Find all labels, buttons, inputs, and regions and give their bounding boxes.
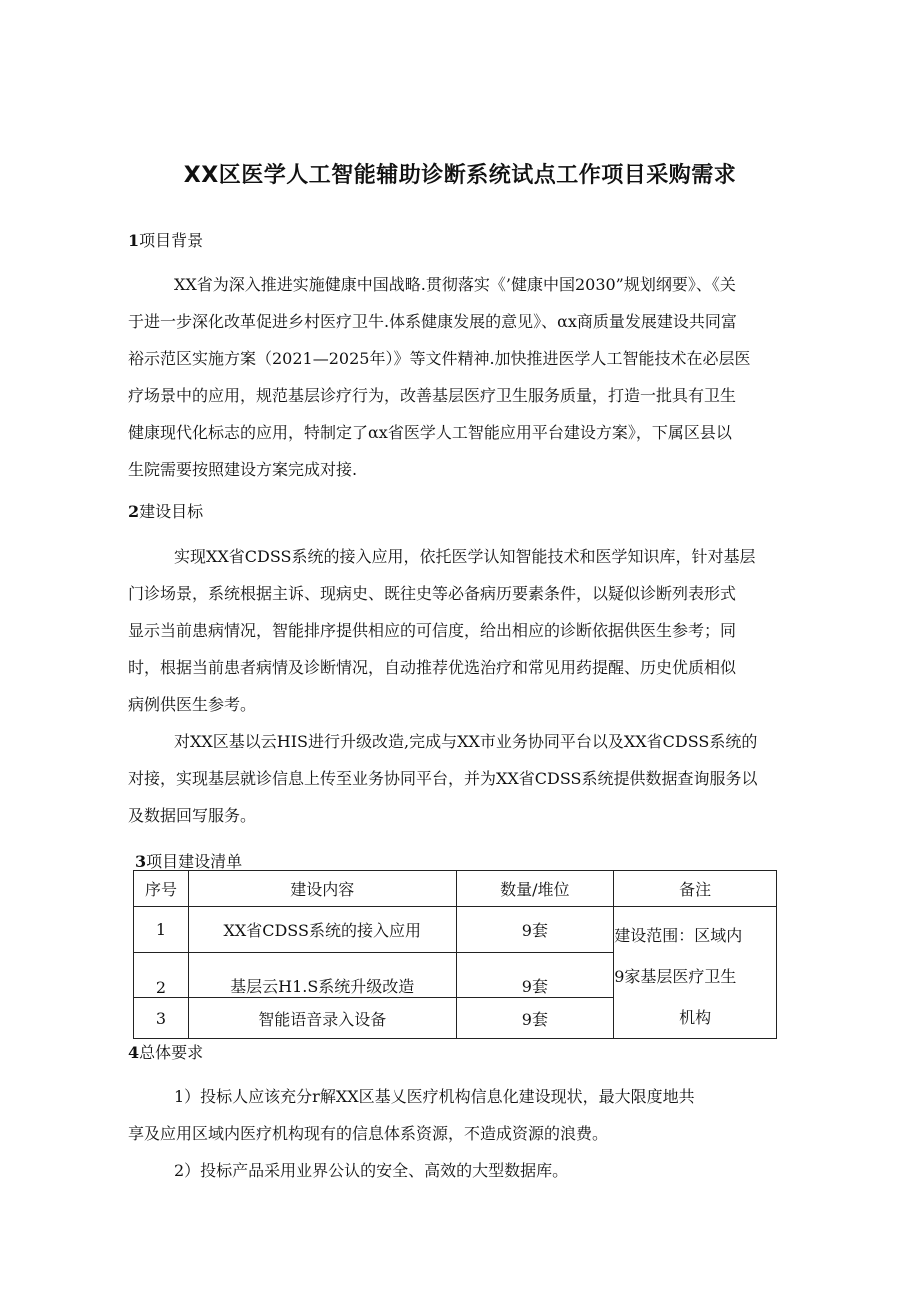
column-header-no: 序号 — [134, 871, 189, 907]
note-line: 建设范围：区域内 — [614, 926, 743, 945]
section-1-line: 于进一步深化改革促进乡村医疗卫牛.体系健康发展的意见》、αx商质量发展建设共同富 — [128, 312, 737, 331]
note-line: 机构 — [679, 1008, 712, 1027]
section-4-title: 总体要求 — [139, 1043, 204, 1062]
row-no: 1 — [134, 907, 189, 953]
section-4-heading — [128, 1040, 203, 1063]
row-qty: 9套 — [456, 952, 614, 998]
section-2-line: 对接，实现基层就诊信息上传至业务协同平台，并为XX省CDSS系统提供数据查询服务以 — [128, 769, 758, 788]
row-no: 3 — [134, 998, 189, 1039]
row-content: XX省CDSS系统的接入应用 — [188, 907, 456, 953]
table-header-row — [134, 871, 777, 907]
section-2-line: 时，根据当前患者病情及诊断情况，自动推荐优选治疗和常见用药提醒、历史优质相似 — [128, 658, 737, 677]
section-1-line: 裕示范区实施方案（2021—2025年）》等文件精神.加快推进医学人工智能技术在必层医 — [128, 349, 751, 368]
section-1-title: 项目背景 — [139, 231, 204, 250]
column-header-qty: 数量/堆位 — [456, 871, 614, 907]
section-1-line: 生院需要按照建设方案完成对接. — [128, 460, 358, 479]
section-2-line: 对XX区基以云HIS进行升级改造,完成与XX市业务协同平台以及XX省CDSS系统的 — [174, 732, 758, 751]
section-4-number: 4 — [128, 1043, 140, 1062]
row-qty: 9套 — [456, 907, 614, 953]
row-content: 智能语音录入设备 — [188, 998, 456, 1039]
section-2-line: 及数据回写服务。 — [128, 806, 257, 825]
section-2-line: 实现XX省CDSS系统的接入应用，依托医学认知智能技术和医学知识库，针对基层 — [174, 547, 756, 566]
column-header-content: 建设内容 — [188, 871, 456, 907]
section-2-line: 门诊场景，系统根据主诉、现病史、既往史等必备病历要素条件，以疑似诊断列表形式 — [128, 584, 737, 603]
section-2-number: 2 — [128, 502, 140, 521]
document-title: XX区医学人工智能辅助诊断系统试点工作项目采购需求 — [183, 163, 737, 188]
construction-list-table — [133, 870, 777, 1039]
row-note — [614, 907, 777, 1039]
section-2-line: 病例供医生参考。 — [128, 695, 257, 714]
row-qty: 9套 — [456, 998, 614, 1039]
section-2-heading — [128, 499, 203, 522]
column-header-note: 备注 — [614, 871, 777, 907]
section-1-line: 疗场景中的应用，规范基层诊疗行为，改善基层医疗卫生服务质量，打造一批具有卫生 — [128, 386, 737, 405]
section-3-title: 项目建设清单 — [146, 852, 243, 871]
section-1-heading — [128, 228, 203, 251]
requirement-item-2: 2）投标产品采用业界公认的安全、高效的大型数据库。 — [174, 1161, 569, 1180]
requirement-item-1-line: 1）投标人应该充分r解XX区基乂医疗机构信息化建设现状，最大限度地共 — [174, 1087, 695, 1106]
note-line: 9家基层医疗卫生 — [614, 967, 737, 986]
section-1-line: 健康现代化标志的应用，特制定了αx省医学人工智能应用平台建设方案》，下属区县以 — [128, 423, 732, 442]
section-1-line: XX省为深入推进实施健康中国战略.贯彻落实《’健康中国2030”规划纲要》、《关 — [174, 275, 736, 294]
row-no: 2 — [134, 952, 189, 998]
section-1-number: 1 — [128, 231, 140, 250]
section-3-heading — [135, 849, 242, 872]
table-row — [134, 907, 777, 953]
row-content: 基层云H1.S系统升级改造 — [188, 952, 456, 998]
section-2-title: 建设目标 — [139, 502, 204, 521]
section-3-number: 3 — [135, 852, 147, 871]
requirement-item-1-line: 享及应用区域内医疗机构现有的信息体系资源，不造成资源的浪费。 — [128, 1124, 609, 1143]
section-2-line: 显示当前患病情况，智能排序提供相应的可信度，给出相应的诊断依据供医生参考；同 — [128, 621, 737, 640]
